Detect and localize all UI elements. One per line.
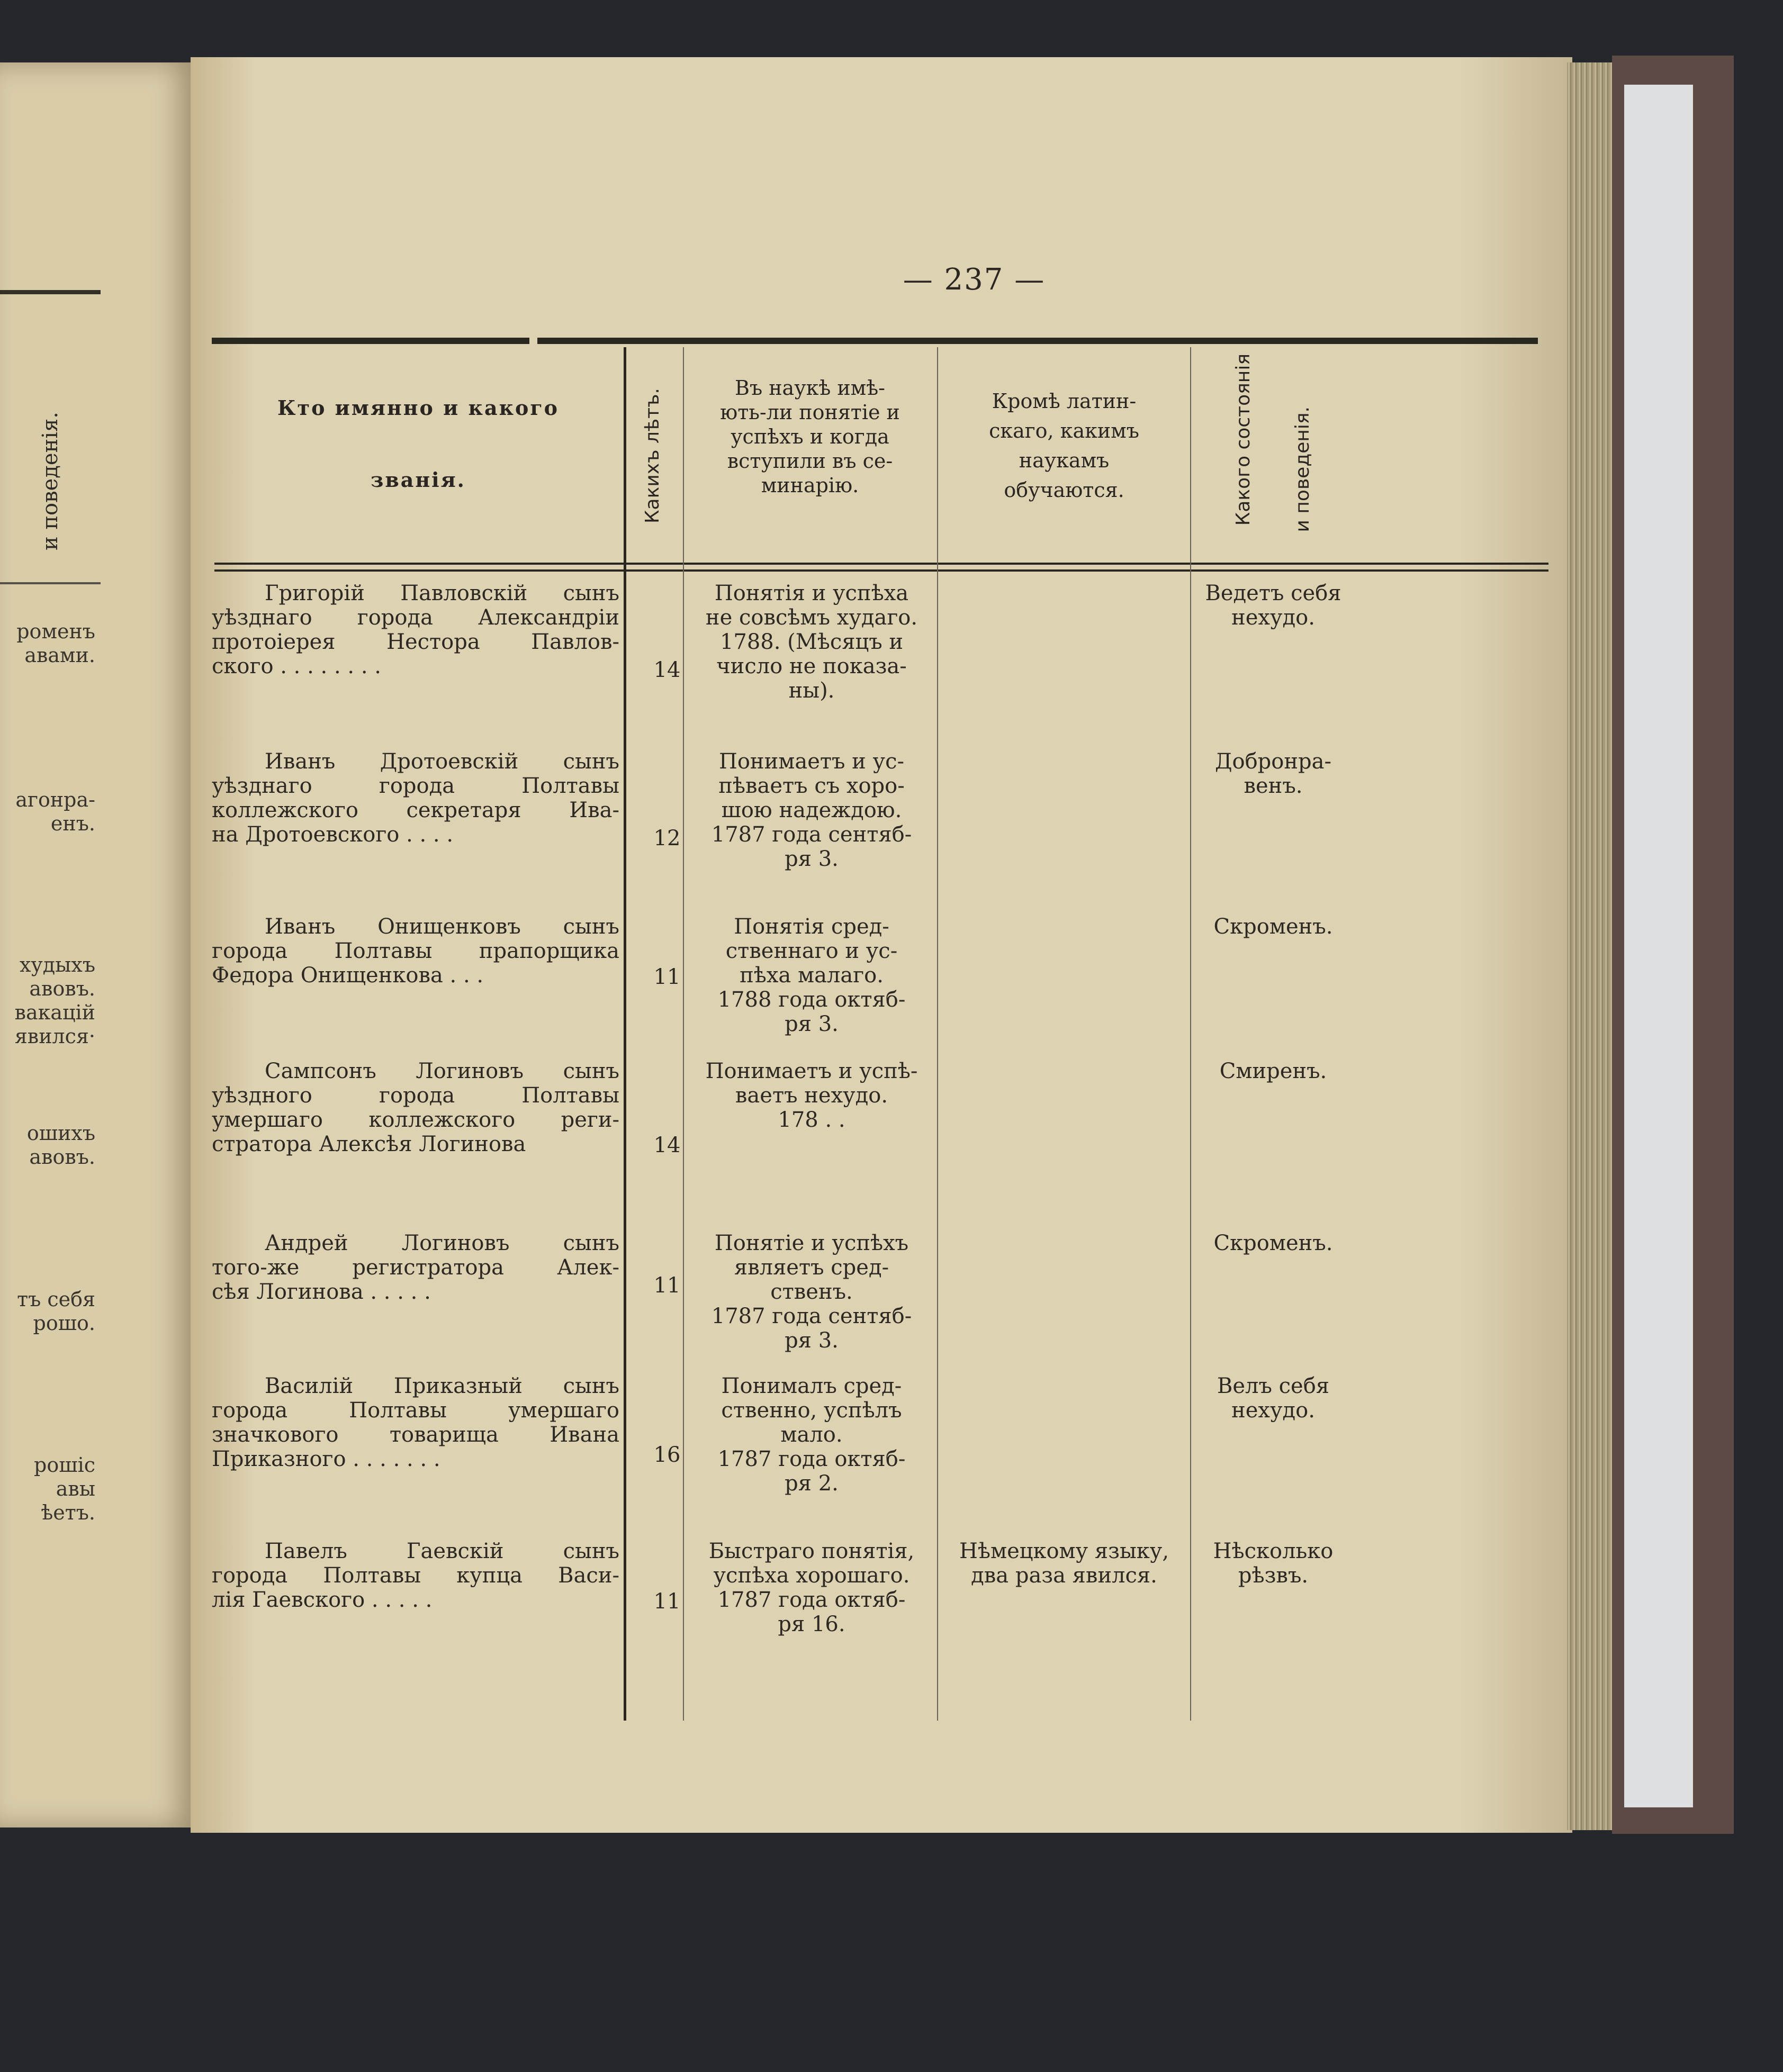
cell-progress-line: Понятіе и успѣхъ xyxy=(714,1231,909,1255)
header-name-line-2: званія. xyxy=(371,468,466,492)
cell-name-line: Павелъ Гаевскій сынъ xyxy=(265,1539,619,1563)
header-other-line: скаго, какимъ xyxy=(989,419,1139,442)
page-number: — 237 — xyxy=(903,263,1046,297)
cell-progress xyxy=(687,1231,936,1353)
cell-name xyxy=(212,1539,619,1612)
left-page-fragment: енъ. xyxy=(50,812,95,835)
column-rule-age xyxy=(683,347,684,1721)
cell-name-line: значкового товарища Ивана xyxy=(212,1423,619,1447)
cell-name-line: Сампсонъ Логиновъ сынъ xyxy=(265,1059,619,1083)
cell-name-line: сѣя Логинова . . . . . xyxy=(212,1280,431,1304)
cell-progress xyxy=(687,581,936,703)
cell-condition xyxy=(1194,581,1353,630)
cell-progress-line: пѣваетъ съ хоро- xyxy=(718,774,905,798)
cell-condition xyxy=(1194,749,1353,798)
cell-name-line: Андрей Логиновъ сынъ xyxy=(265,1231,619,1255)
cell-progress-line: являетъ сред- xyxy=(734,1255,889,1280)
cell-progress-line: ственно, успѣлъ xyxy=(721,1398,902,1423)
cell-condition-line: Скроменъ. xyxy=(1213,915,1333,939)
cell-progress-line: 1788. (Мѣсяцъ и xyxy=(719,630,904,654)
column-rule-progress xyxy=(937,347,938,1721)
cell-progress-line: 178 . . xyxy=(778,1108,845,1132)
cell-progress xyxy=(687,749,936,871)
cell-name-line: на Дротоевского . . . . xyxy=(212,822,454,847)
header-other-line: наукамъ xyxy=(1019,449,1110,472)
cell-condition-line: рѣзвъ. xyxy=(1238,1563,1309,1588)
cell-age: 11 xyxy=(653,1589,681,1614)
cell-progress-line: 1787 года сентяб- xyxy=(711,1304,912,1328)
cell-age: 14 xyxy=(653,658,681,682)
header-progress-line: вступили въ се- xyxy=(727,449,893,473)
cell-name-line: умершаго коллежского реги- xyxy=(212,1108,619,1132)
cell-name-line: Иванъ Дротоевскій сынъ xyxy=(265,749,619,774)
cell-name xyxy=(212,1231,619,1304)
cell-condition-line: венъ. xyxy=(1244,774,1303,798)
cell-other-line: Нѣмецкому языку, xyxy=(959,1539,1169,1563)
left-page-fragment: авовъ. xyxy=(29,1145,95,1169)
left-page-fragment: рошіс xyxy=(34,1453,95,1477)
cell-other-line: два раза явился. xyxy=(971,1563,1157,1588)
cell-name-line: города Полтавы купца Васи- xyxy=(212,1563,619,1588)
cell-name-line: уѣздного города Полтавы xyxy=(212,1083,619,1108)
header-name xyxy=(222,396,614,492)
cell-progress-line: шою надеждою. xyxy=(721,798,902,822)
cell-progress-line: пѣха малаго. xyxy=(740,963,884,988)
book-page xyxy=(191,57,1572,1833)
cell-name-line: Иванъ Онищенковъ сынъ xyxy=(265,915,619,939)
cell-progress-line: ря 2. xyxy=(785,1471,839,1496)
cell-progress-line: мало. xyxy=(780,1423,843,1447)
cell-name-line: лія Гаевского . . . . . xyxy=(212,1588,433,1612)
cell-condition xyxy=(1194,915,1353,939)
cell-progress-line: 1787 года октяб- xyxy=(717,1588,906,1612)
cell-condition xyxy=(1194,1059,1353,1083)
left-page-header-rule xyxy=(0,582,101,584)
cell-name-line: Григорій Павловскій сынъ xyxy=(265,581,619,605)
cell-progress-line: ря 16. xyxy=(778,1612,845,1636)
cell-progress-line: ны). xyxy=(788,678,835,703)
cell-progress-line: Понятія сред- xyxy=(734,915,889,939)
header-condition-b: и поведенія. xyxy=(1292,406,1313,532)
cell-condition-line: нехудо. xyxy=(1231,605,1315,630)
header-rule-top xyxy=(214,563,1548,565)
header-age: Какихъ лѣтъ. xyxy=(642,388,663,523)
header-name-line-1: Кто имянно и какого xyxy=(277,396,560,420)
top-rule-right xyxy=(537,338,1538,344)
cell-name-line: уѣзднаго города Полтавы xyxy=(212,774,619,798)
page-edges xyxy=(1567,62,1612,1830)
left-page-fragment: рошо. xyxy=(33,1311,95,1335)
cell-progress xyxy=(687,1059,936,1132)
cell-condition-line: нехудо. xyxy=(1231,1398,1315,1423)
header-progress-line: минарію. xyxy=(761,474,859,497)
cell-age: 14 xyxy=(653,1133,681,1157)
header-progress-line: Въ наукѣ имѣ- xyxy=(735,376,885,400)
header-progress-line: успѣхъ и когда xyxy=(731,425,889,448)
cell-name xyxy=(212,581,619,678)
cell-progress-line: 1788 года октяб- xyxy=(717,988,906,1012)
left-page-fragment: ѣетъ. xyxy=(41,1501,95,1524)
left-page-fragment: агонра- xyxy=(15,788,95,811)
left-page-fragment: тъ себя xyxy=(17,1288,95,1311)
cell-progress-line: Понималъ сред- xyxy=(721,1374,902,1398)
cell-progress-line: ря 3. xyxy=(785,1012,839,1036)
cell-name-line: стратора Алексѣя Логинова xyxy=(212,1132,526,1156)
cell-condition-line: Добронра- xyxy=(1215,749,1331,774)
cell-condition xyxy=(1194,1539,1353,1588)
cell-progress-line: не совсѣмъ худаго. xyxy=(705,605,918,630)
cell-name-line: Приказного . . . . . . . xyxy=(212,1447,440,1471)
cell-age: 11 xyxy=(653,965,681,989)
left-page-fragment: роменъ xyxy=(16,620,95,643)
left-page-fragment: ошихъ xyxy=(26,1121,95,1145)
cell-progress-line: 1787 года октяб- xyxy=(717,1447,906,1471)
cell-progress-line: ственъ. xyxy=(770,1280,853,1304)
cell-condition xyxy=(1194,1374,1353,1423)
cell-condition-line: Велъ себя xyxy=(1217,1374,1330,1398)
cell-name-line: города Полтавы прапорщика xyxy=(212,939,619,963)
header-condition-a: Какого состоянія xyxy=(1232,354,1254,526)
cell-progress xyxy=(687,1539,936,1636)
cell-progress-line: ственнаго и ус- xyxy=(725,939,898,963)
cell-name xyxy=(212,915,619,988)
cell-progress xyxy=(687,915,936,1036)
cell-progress-line: успѣха хорошаго. xyxy=(713,1563,910,1588)
cell-progress-line: Понятія и успѣха xyxy=(714,581,909,605)
cell-name xyxy=(212,1374,619,1471)
cell-name-line: города Полтавы умершаго xyxy=(212,1398,619,1423)
left-page-fragment: авами. xyxy=(24,644,95,667)
cell-progress xyxy=(687,1374,936,1496)
left-page-fragment: худыхъ xyxy=(19,953,95,976)
cell-name-line: уѣзднаго города Александріи xyxy=(212,605,619,630)
left-page-fragment: авовъ. xyxy=(29,977,95,1000)
cell-name-line: протоіерея Нестора Павлов- xyxy=(212,630,619,654)
cell-name xyxy=(212,1059,619,1156)
cell-progress-line: ваетъ нехудо. xyxy=(735,1083,888,1108)
cell-condition-line: Смиренъ. xyxy=(1219,1059,1327,1083)
top-rule-left xyxy=(212,338,529,344)
cell-age: 12 xyxy=(653,826,681,850)
column-rule-name xyxy=(624,347,626,1721)
left-page xyxy=(0,62,196,1827)
left-page-header-fragment: и поведенія. xyxy=(38,412,62,551)
cell-age: 16 xyxy=(653,1443,681,1467)
header-other-line: Кромѣ латин- xyxy=(992,390,1137,413)
left-page-fragment: авы xyxy=(56,1477,95,1500)
left-page-top-rule xyxy=(0,290,101,294)
header-other-line: обучаются. xyxy=(1004,478,1124,502)
cell-progress-line: Быстраго понятія, xyxy=(708,1539,915,1563)
cell-name-line: ского . . . . . . . . xyxy=(212,654,381,678)
cell-progress-line: число не показа- xyxy=(716,654,907,678)
cell-progress-line: ря 3. xyxy=(785,847,839,871)
cell-condition-line: Ведетъ себя xyxy=(1205,581,1341,605)
cell-other-sciences xyxy=(940,1539,1188,1588)
header-progress-line: ють-ли понятіе и xyxy=(720,401,900,424)
cell-name-line: коллежского секретаря Ива- xyxy=(212,798,619,822)
cell-progress-line: Понимаетъ и ус- xyxy=(718,749,905,774)
cell-progress-line: ря 3. xyxy=(785,1328,839,1353)
cell-name xyxy=(212,749,619,847)
left-page-fragment: явился· xyxy=(14,1025,95,1048)
cell-condition xyxy=(1194,1231,1353,1255)
cell-name-line: Федора Онищенкова . . . xyxy=(212,963,484,988)
column-rule-other xyxy=(1190,347,1191,1721)
cell-progress-line: 1787 года сентяб- xyxy=(711,822,912,847)
cell-name-line: Василій Приказный сынъ xyxy=(265,1374,619,1398)
header-progress xyxy=(688,376,932,497)
header-other-sciences xyxy=(942,386,1186,505)
left-page-fragment: вакацій xyxy=(14,1001,95,1024)
cell-condition-line: Скроменъ. xyxy=(1213,1231,1333,1255)
flyleaf xyxy=(1624,85,1693,1807)
cell-name-line: того-же регистратора Алек- xyxy=(212,1255,619,1280)
cell-progress-line: Понимаетъ и успѣ- xyxy=(705,1059,918,1083)
cell-age: 11 xyxy=(653,1273,681,1298)
cell-condition-line: Нѣсколько xyxy=(1213,1539,1334,1563)
header-rule-bottom xyxy=(214,569,1548,572)
